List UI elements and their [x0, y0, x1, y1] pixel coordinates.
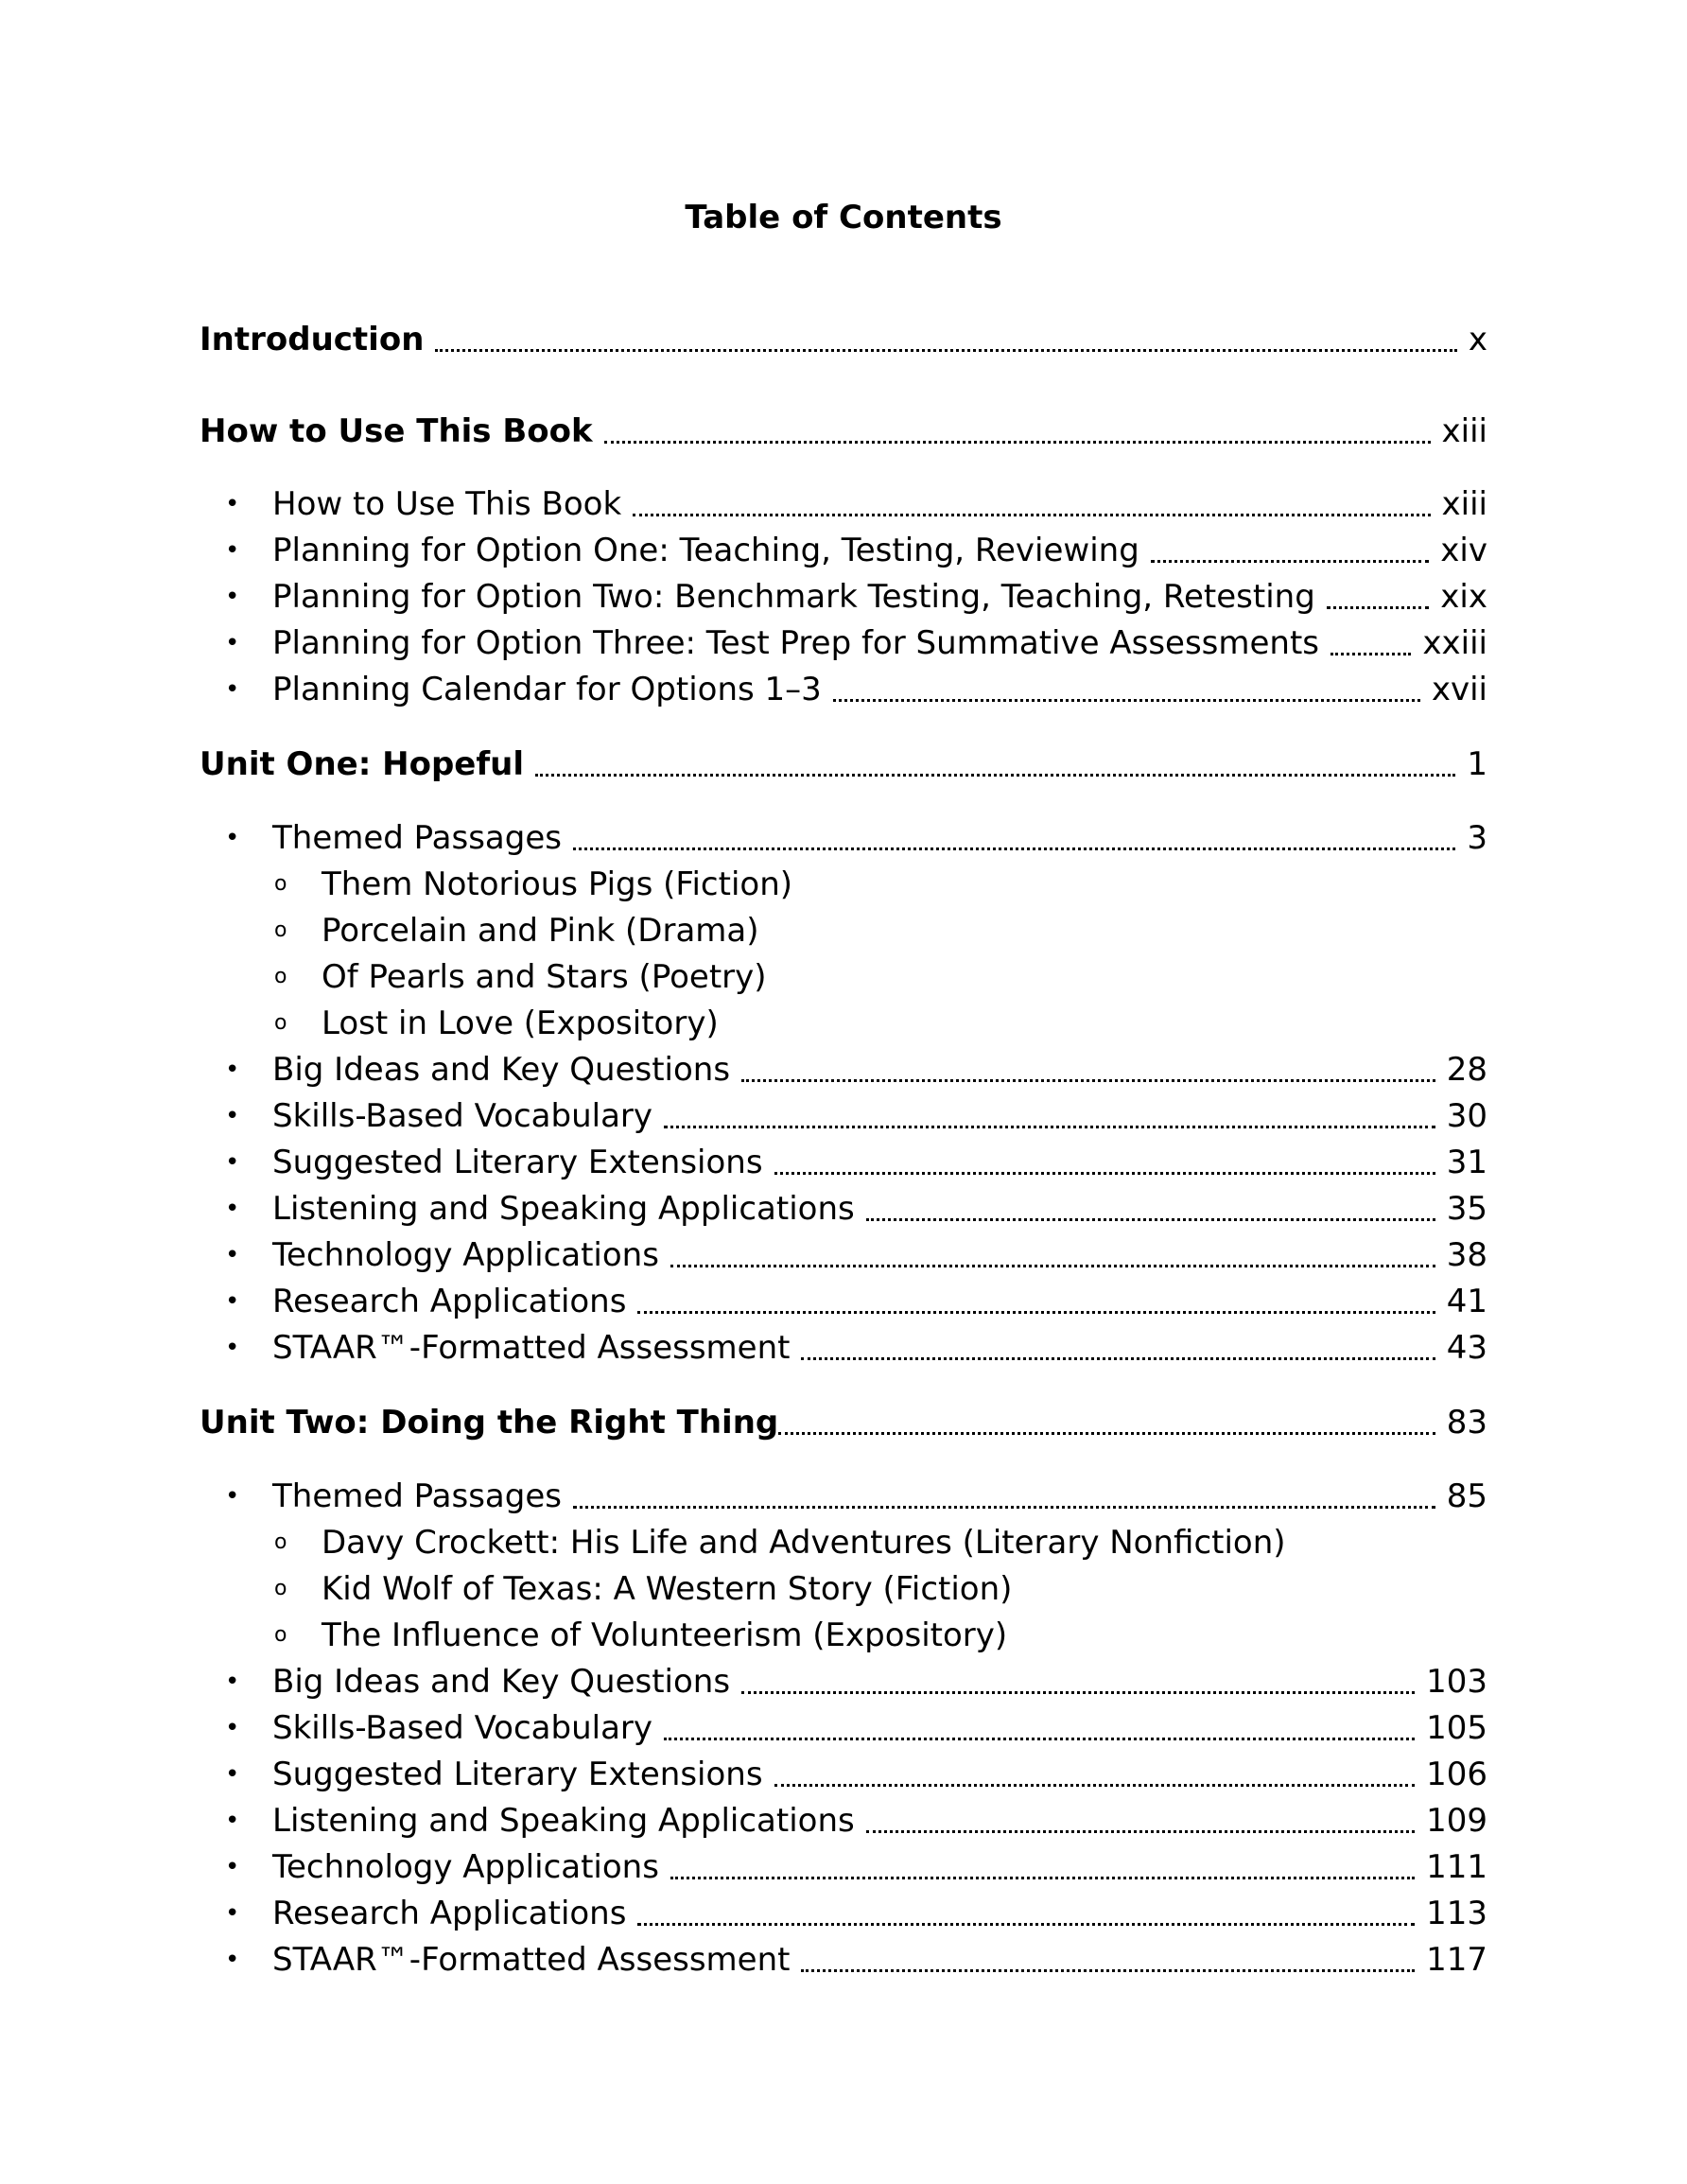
toc-item[interactable] [225, 576, 1487, 618]
dot-leader [604, 441, 1431, 444]
toc-item-themed-passages[interactable] [225, 1476, 1487, 1517]
toc-entry-unit-one[interactable] [200, 743, 1487, 785]
toc-item[interactable] [225, 1049, 1487, 1091]
toc-item[interactable] [225, 1188, 1487, 1230]
dot-leader [741, 1691, 1415, 1694]
passage-label: The Influence of Volunteerism (Expository) [322, 1616, 1008, 1654]
dot-leader [664, 1126, 1435, 1128]
dot-leader [866, 1218, 1435, 1221]
bullet-icon: • [225, 1714, 240, 1742]
page-number: x [1468, 321, 1487, 358]
dot-leader [573, 1506, 1435, 1509]
page-number: 1 [1467, 745, 1487, 783]
toc-subitem[interactable] [274, 1003, 1487, 1044]
entry-label: STAAR™-Formatted Assessment [272, 1941, 791, 1979]
toc-item[interactable] [225, 1893, 1487, 1934]
dot-leader [778, 1432, 1435, 1435]
page-number: 85 [1446, 1477, 1487, 1515]
toc-item[interactable] [225, 1754, 1487, 1795]
entry-label: Listening and Speaking Applications [272, 1802, 855, 1840]
dot-leader [1330, 653, 1411, 655]
toc-subitem[interactable] [274, 1568, 1487, 1610]
bullet-icon: • [225, 675, 240, 704]
page-number: 105 [1426, 1709, 1487, 1747]
dot-leader [1327, 606, 1430, 609]
passage-label: Lost in Love (Expository) [322, 1005, 719, 1042]
entry-label: Skills-Based Vocabulary [272, 1709, 653, 1747]
page-number: 38 [1446, 1236, 1487, 1274]
page-number: xix [1440, 578, 1487, 616]
dot-leader [633, 514, 1430, 516]
toc-item[interactable] [225, 1800, 1487, 1842]
circle-bullet-icon: o [274, 965, 287, 988]
toc-item[interactable] [225, 1661, 1487, 1703]
toc-item-themed-passages[interactable] [225, 817, 1487, 859]
page-number: xvii [1431, 671, 1487, 708]
dot-leader [435, 349, 1456, 352]
entry-label: Skills-Based Vocabulary [272, 1097, 653, 1135]
toc-item[interactable] [225, 1281, 1487, 1322]
page-number: 35 [1446, 1190, 1487, 1228]
bullet-icon: • [225, 1668, 240, 1696]
bullet-icon: • [225, 536, 240, 565]
entry-label: Big Ideas and Key Questions [272, 1051, 731, 1089]
page-number: 43 [1446, 1329, 1487, 1367]
toc-item[interactable] [225, 1142, 1487, 1183]
bullet-icon: • [225, 1482, 240, 1511]
passage-label: Davy Crockett: His Life and Adventures (Literary Nonfiction) [322, 1524, 1286, 1562]
dot-leader [664, 1738, 1415, 1740]
bullet-icon: • [225, 1899, 240, 1928]
bullet-icon: • [225, 1760, 240, 1789]
page-number: 3 [1467, 819, 1487, 857]
entry-label: Themed Passages [272, 819, 562, 857]
page-number: 109 [1426, 1802, 1487, 1840]
toc-item[interactable] [225, 483, 1487, 525]
entry-label: Technology Applications [272, 1848, 659, 1886]
dot-leader [801, 1969, 1415, 1972]
dot-leader [573, 847, 1455, 850]
toc-item[interactable] [225, 1327, 1487, 1369]
passage-label: Porcelain and Pink (Drama) [322, 912, 759, 950]
bullet-icon: • [225, 1056, 240, 1084]
bullet-icon: • [225, 1102, 240, 1130]
toc-entry-introduction[interactable] [200, 319, 1487, 360]
bullet-icon: • [225, 1287, 240, 1316]
bullet-icon: • [225, 583, 240, 611]
bullet-icon: • [225, 1853, 240, 1881]
bullet-icon: • [225, 1334, 240, 1362]
page-number: 117 [1426, 1941, 1487, 1979]
dot-leader [774, 1172, 1435, 1175]
toc-item[interactable] [225, 1939, 1487, 1981]
page-number: 103 [1426, 1663, 1487, 1701]
dot-leader [801, 1357, 1435, 1360]
page-number: 31 [1446, 1144, 1487, 1181]
toc-subitem[interactable] [274, 1615, 1487, 1656]
toc-item[interactable] [225, 1846, 1487, 1888]
entry-label: Technology Applications [272, 1236, 659, 1274]
page-number: 28 [1446, 1051, 1487, 1089]
dot-leader [833, 699, 1420, 702]
dot-leader [866, 1830, 1415, 1833]
entry-label: How to Use This Book [200, 412, 593, 450]
toc-item[interactable] [225, 669, 1487, 710]
toc-item[interactable] [225, 1234, 1487, 1276]
page-number: xiii [1441, 485, 1487, 523]
entry-label: Unit Two: Doing the Right Thing [200, 1404, 779, 1441]
entry-label: Planning for Option Three: Test Prep for Summative Assessments [272, 624, 1320, 662]
bullet-icon: • [225, 490, 240, 518]
page-number: xiv [1440, 532, 1487, 569]
toc-item[interactable] [225, 1707, 1487, 1749]
entry-label: Planning for Option Two: Benchmark Testing, Teaching, Retesting [272, 578, 1315, 616]
page-number: xxiii [1422, 624, 1487, 662]
dot-leader [774, 1784, 1416, 1787]
page-number: 83 [1446, 1404, 1487, 1441]
dot-leader [670, 1265, 1435, 1267]
entry-label: Research Applications [272, 1895, 627, 1932]
page-title: Table of Contents [685, 199, 1002, 236]
bullet-icon: • [225, 1807, 240, 1835]
bullet-icon: • [225, 1946, 240, 1974]
entry-label: Planning Calendar for Options 1–3 [272, 671, 822, 708]
entry-label: Planning for Option One: Teaching, Testing, Reviewing [272, 532, 1139, 569]
passage-label: Of Pearls and Stars (Poetry) [322, 958, 767, 996]
toc-item[interactable] [225, 530, 1487, 571]
toc-item[interactable] [225, 622, 1487, 664]
entry-label: STAAR™-Formatted Assessment [272, 1329, 791, 1367]
toc-subitem[interactable] [274, 1522, 1487, 1564]
entry-label: How to Use This Book [272, 485, 622, 523]
page-number: 106 [1426, 1756, 1487, 1793]
entry-label: Research Applications [272, 1283, 627, 1320]
entry-label: Suggested Literary Extensions [272, 1144, 763, 1181]
entry-label: Themed Passages [272, 1477, 562, 1515]
entry-label: Introduction [200, 321, 425, 358]
page-number: 30 [1446, 1097, 1487, 1135]
entry-label: Listening and Speaking Applications [272, 1190, 855, 1228]
dot-leader [670, 1877, 1415, 1879]
circle-bullet-icon: o [274, 1530, 287, 1554]
page-number: 113 [1426, 1895, 1487, 1932]
toc-subitem[interactable] [274, 956, 1487, 998]
passage-label: Kid Wolf of Texas: A Western Story (Fiction) [322, 1570, 1013, 1608]
bullet-icon: • [225, 1148, 240, 1177]
entry-label: Unit One: Hopeful [200, 745, 525, 783]
passage-label: Them Notorious Pigs (Fiction) [322, 865, 793, 903]
toc-subitem[interactable] [274, 910, 1487, 952]
circle-bullet-icon: o [274, 1577, 287, 1600]
circle-bullet-icon: o [274, 918, 287, 942]
dot-leader [535, 774, 1455, 777]
dot-leader [741, 1079, 1435, 1082]
bullet-icon: • [225, 824, 240, 852]
page-number: 41 [1446, 1283, 1487, 1320]
entry-label: Suggested Literary Extensions [272, 1756, 763, 1793]
circle-bullet-icon: o [274, 872, 287, 896]
toc-subitem[interactable] [274, 864, 1487, 905]
toc-entry-how-to-use[interactable] [200, 411, 1487, 452]
bullet-icon: • [225, 629, 240, 657]
circle-bullet-icon: o [274, 1623, 287, 1647]
page-number: xiii [1441, 412, 1487, 450]
toc-item[interactable] [225, 1095, 1487, 1137]
bullet-icon: • [225, 1195, 240, 1223]
dot-leader [1151, 560, 1429, 563]
bullet-icon: • [225, 1241, 240, 1269]
page-number: 111 [1426, 1848, 1487, 1886]
entry-label: Big Ideas and Key Questions [272, 1663, 731, 1701]
circle-bullet-icon: o [274, 1011, 287, 1035]
dot-leader [637, 1923, 1415, 1926]
toc-entry-unit-two[interactable] [200, 1402, 1487, 1443]
dot-leader [637, 1311, 1435, 1314]
